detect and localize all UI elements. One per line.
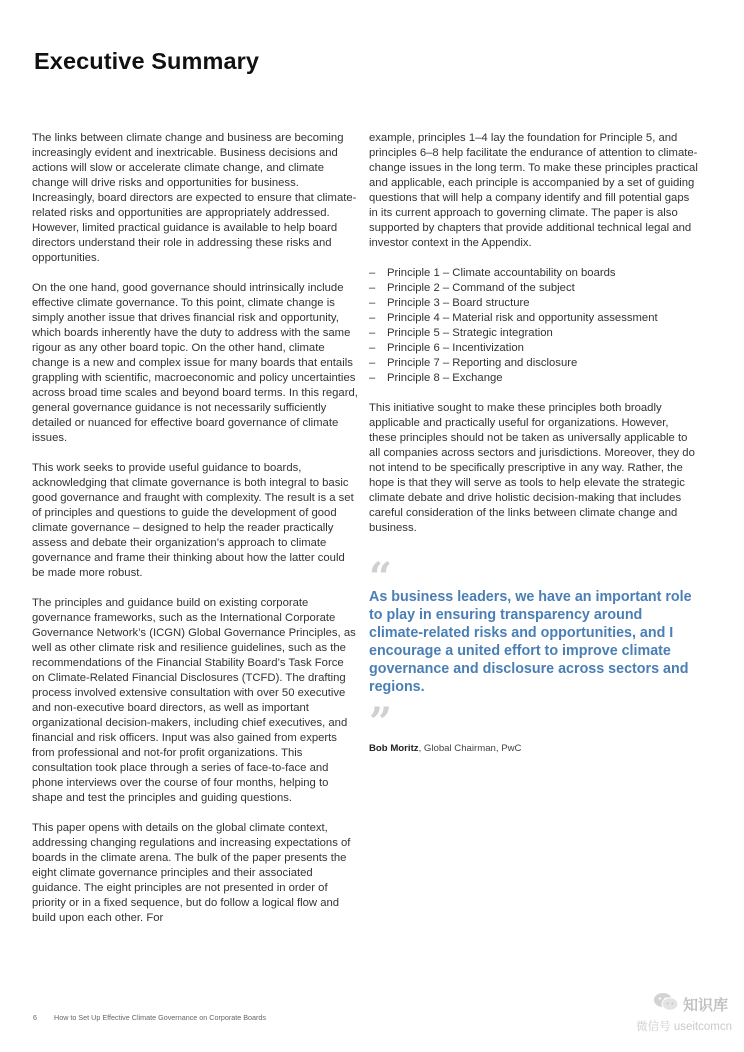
list-item bbox=[369, 356, 699, 371]
list-item bbox=[369, 296, 699, 311]
paragraph: The principles and guidance build on existing corporate governance frameworks, such as the International Corporate Governance Network’s (ICGN) Global Governance Principles, as well as other climate risk and resilience guidelines, such as the recommendations of the Financial Stability Board’s Task Force on Climate-Related Financial Disclosures (TCFD). The drafting process involved extensive consultation with over 50 executive and non-executive board directors, as well as important organizational decision-makers, including chief executives, and financial and risk officers. Input was also gained from experts from professional and not-for profit organizations. This consultation took place through a series of face-to-face and phone interviews over the course of four months, helping to shape and test the principles and guiding questions. bbox=[32, 597, 356, 804]
principle-label: Principle 3 – Board structure bbox=[387, 297, 530, 309]
principle-label: Principle 8 – Exchange bbox=[387, 372, 503, 384]
dash-marker: – bbox=[369, 312, 376, 324]
page-number: 6 bbox=[33, 1013, 37, 1022]
list-item bbox=[369, 326, 699, 341]
watermark-id: 微信号 useitcomcn bbox=[636, 1021, 732, 1033]
open-quote-icon: “ bbox=[369, 554, 393, 601]
watermark-brand: 知识库 bbox=[682, 997, 728, 1014]
paragraph: On the one hand, good governance should intrinsically include effective climate governance. To this point, climate change is simply another issue that drives financial risk and opportunity, which boards inherently have the duty to address with the same rigour as any other board topic. On the other hand, climate change is a new and complex issue for many boards that entails grappling with scientific, macroeconomic and policy uncertainties across broad time scales and beyond board terms. In this regard, general governance guidance is not necessarily sufficiently detailed or nuanced for effective board governance of climate issues. bbox=[32, 282, 358, 444]
list-item bbox=[369, 371, 699, 386]
quote-author: Bob Moritz bbox=[369, 743, 419, 754]
dash-marker: – bbox=[369, 357, 376, 369]
watermark bbox=[624, 992, 736, 1036]
list-item bbox=[369, 341, 699, 356]
list-item bbox=[369, 266, 699, 281]
close-quote-icon: ” bbox=[369, 699, 393, 746]
dash-marker: – bbox=[369, 372, 376, 384]
principle-label: Principle 2 – Command of the subject bbox=[387, 282, 575, 294]
quote-author-title: , Global Chairman, PwC bbox=[418, 743, 522, 754]
paragraph: This initiative sought to make these principles both broadly applicable and practically useful for organizations. However, these principles should not be taken as universally applicable to all companies across sectors and jurisdictions. Moreover, they do not intend to be specifically prescriptive in any way. Rather, the hope is that they will serve as tools to help elevate the strategic climate debate and drive holistic decision-making that includes careful consideration of the links between climate change and business. bbox=[369, 402, 695, 534]
principle-label: Principle 5 – Strategic integration bbox=[387, 327, 553, 339]
dash-marker: – bbox=[369, 297, 376, 309]
page-title: Executive Summary bbox=[34, 48, 260, 74]
list-item bbox=[369, 311, 699, 326]
principle-label: Principle 7 – Reporting and disclosure bbox=[387, 357, 578, 369]
quote-attribution bbox=[369, 741, 699, 756]
dash-marker: – bbox=[369, 342, 376, 354]
right-column bbox=[369, 131, 699, 756]
paragraph: example, principles 1–4 lay the foundation for Principle 5, and principles 6–8 help facilitate the endurance of attention to climate-change issues in the long term. To make these principles practical and applicable, each principle is accompanied by a set of guiding questions that will help a company identify and fill potential gaps in its current approach to governing climate. The paper is also supported by chapters that provide additional technical legal and investor context in the Appendix. bbox=[369, 132, 698, 249]
wechat-icon bbox=[653, 992, 679, 1017]
footer-doc-title: How to Set Up Effective Climate Governance on Corporate Boards bbox=[54, 1013, 267, 1022]
principle-label: Principle 4 – Material risk and opportunity assessment bbox=[387, 312, 658, 324]
dash-marker: – bbox=[369, 282, 376, 294]
pull-quote bbox=[369, 554, 699, 756]
paragraph: The links between climate change and business are becoming increasingly evident and inextricable. Business decisions and actions will slow or accelerate climate change, and climate change will drive risks and opportunities for business. Increasingly, board directors are expected to ensure that climate-related risks and opportunities are appropriately addressed. However, limited practical guidance is available to help board directors understand their role in addressing these risks and opportunities. bbox=[32, 132, 357, 264]
paragraph: This work seeks to provide useful guidance to boards, acknowledging that climate governance is both integral to basic good governance and fraught with complexity. The result is a set of principles and questions to guide the development of good climate governance – designed to help the reader practically assess and debate their organization’s approach to climate governance and frame their thinking about how the latter could be made more robust. bbox=[32, 462, 354, 579]
quote-text: As business leaders, we have an important role to play in ensuring transparency around climate-related risks and opportunities, and I encourage a united effort to improve climate governance and disclosure across sectors and regions. bbox=[369, 589, 692, 695]
paragraph: This paper opens with details on the global climate context, addressing changing regulations and increasing expectations of boards in the climate arena. The bulk of the paper presents the eight climate governance principles and their associated guidance. The eight principles are not presented in order of priority or in a fixed sequence, but do follow a logical flow and build upon each other. For bbox=[32, 822, 351, 924]
dash-marker: – bbox=[369, 327, 376, 339]
principle-label: Principle 6 – Incentivization bbox=[387, 342, 524, 354]
watermark-brand-row bbox=[653, 992, 728, 1017]
dash-marker: – bbox=[369, 267, 376, 279]
list-item bbox=[369, 281, 699, 296]
page-footer bbox=[33, 1013, 266, 1022]
left-column bbox=[32, 131, 358, 941]
principle-label: Principle 1 – Climate accountability on boards bbox=[387, 267, 616, 279]
principles-list bbox=[369, 266, 699, 386]
